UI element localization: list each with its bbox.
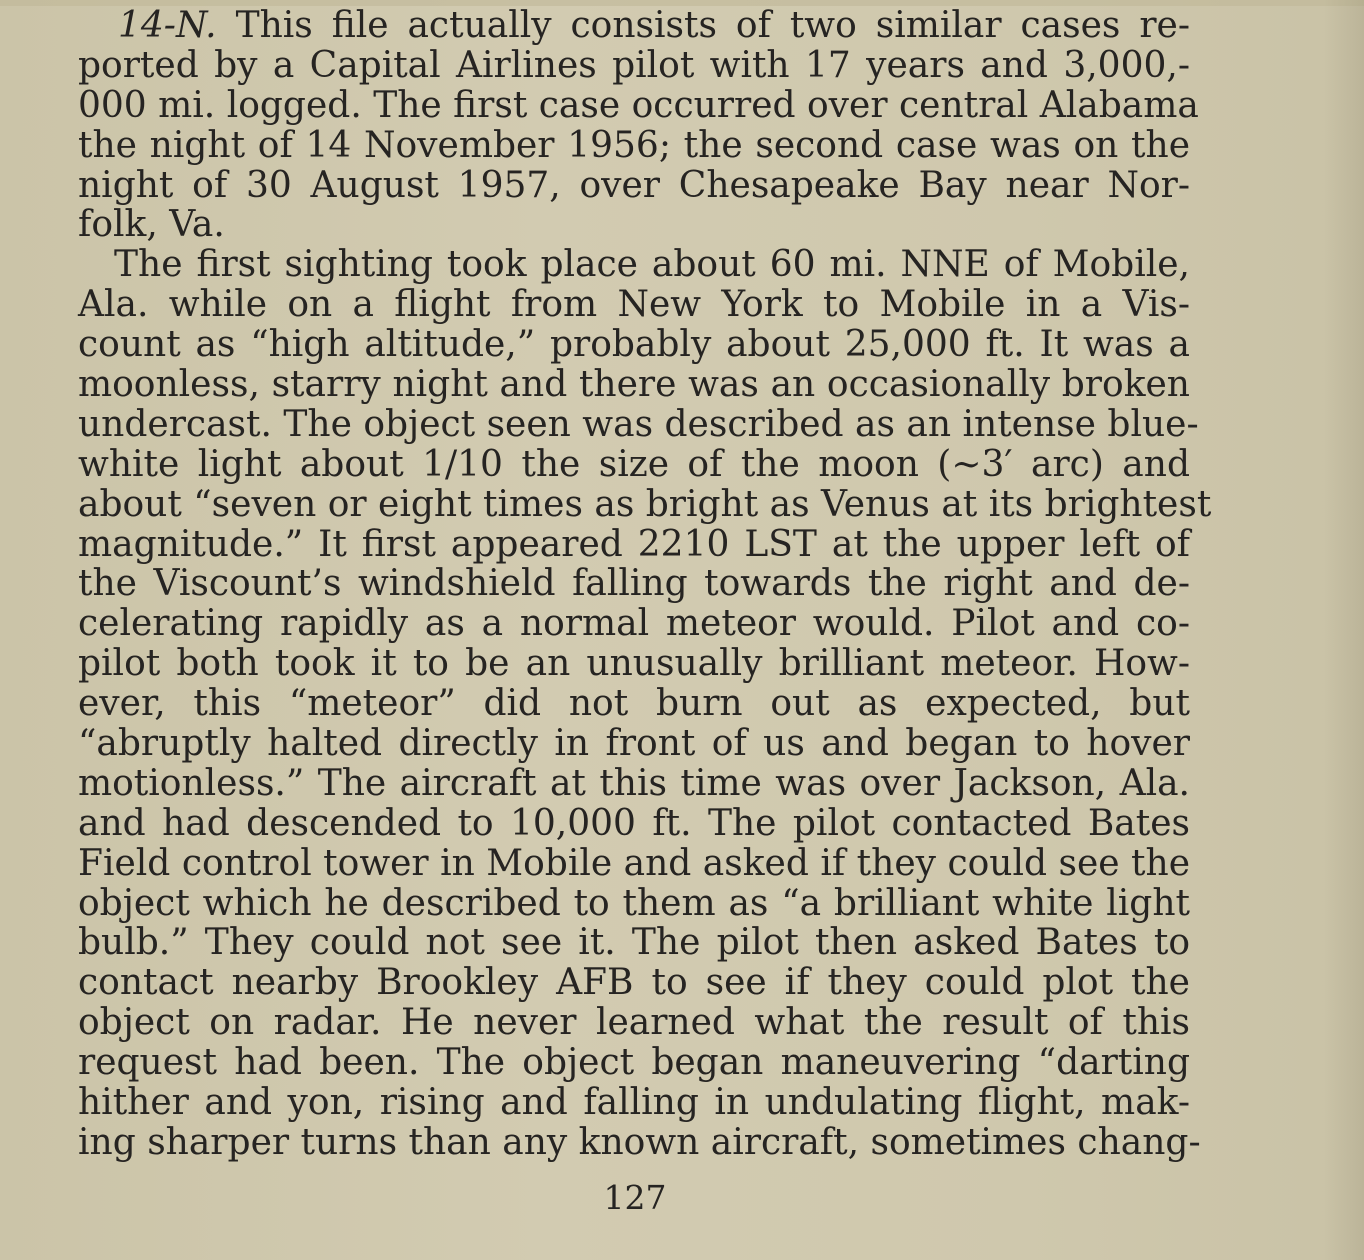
text-line-12: white light about 1/10 the size of the moon (∼3′ arc) and — [78, 443, 1190, 485]
text-line-13: about “seven or eight times as bright as Venus at its brightest — [78, 483, 1212, 525]
text-line-17: pilot both took it to be an unusually brilliant meteor. How- — [78, 643, 1190, 685]
text-line-11: undercast. The object seen was described as an intense blue- — [78, 403, 1199, 445]
text-line-7: The first sighting took place about 60 mi. NNE of Mobile, — [78, 244, 1190, 286]
text-line-22: Field control tower in Mobile and asked if they could see the — [78, 842, 1190, 884]
page-gutter-shadow — [1324, 0, 1364, 1260]
text-line-5: night of 30 August 1957, over Chesapeake Bay near Nor- — [78, 164, 1190, 206]
text-line-29: ing sharper turns than any known aircraft, sometimes chang- — [78, 1121, 1201, 1163]
text-line-21: and had descended to 10,000 ft. The pilot contacted Bates — [78, 802, 1190, 844]
body-text — [78, 5, 1212, 1163]
text-line-15: the Viscount’s windshield falling towards the right and de- — [78, 563, 1190, 605]
text-line-26: object on radar. He never learned what the result of this — [78, 1002, 1190, 1044]
text-line-10: moonless, starry night and there was an occasionally broken — [78, 364, 1190, 406]
text-line-1: 14-N. This file actually consists of two similar cases re- — [118, 5, 1190, 46]
text-line-2: ported by a Capital Airlines pilot with 17 years and 3,000,- — [78, 44, 1190, 86]
text-line-16: celerating rapidly as a normal meteor would. Pilot and co- — [78, 603, 1190, 645]
text-line-14: magnitude.” It first appeared 2210 LST at the upper left of — [78, 523, 1190, 565]
text-line-24: bulb.” They could not see it. The pilot then asked Bates to — [78, 922, 1190, 964]
text-line-9: count as “high altitude,” probably about 25,000 ft. It was a — [78, 324, 1190, 366]
text-line-28: hither and yon, rising and falling in undulating flight, mak- — [78, 1082, 1190, 1124]
text-line-6: folk, Va. — [78, 204, 225, 246]
page-number: 127 — [603, 1178, 667, 1217]
text-line-8: Ala. while on a flight from New York to Mobile in a Vis- — [78, 284, 1190, 326]
text-line-27: request had been. The object began maneuvering “darting — [78, 1042, 1190, 1084]
text-line-18: ever, this “meteor” did not burn out as expected, but — [78, 683, 1190, 725]
text-line-23: object which he described to them as “a brilliant white light — [78, 882, 1190, 924]
text-line-20: motionless.” The aircraft at this time was over Jackson, Ala. — [78, 762, 1190, 804]
text-line-3: 000 mi. logged. The first case occurred over central Alabama — [78, 84, 1199, 126]
text-line-4: the night of 14 November 1956; the second case was on the — [78, 124, 1190, 166]
text-line-19: “abruptly halted directly in front of us and began to hover — [78, 723, 1190, 765]
case-label: 14-N. — [118, 5, 217, 46]
text-line-25: contact nearby Brookley AFB to see if they could plot the — [78, 962, 1190, 1004]
